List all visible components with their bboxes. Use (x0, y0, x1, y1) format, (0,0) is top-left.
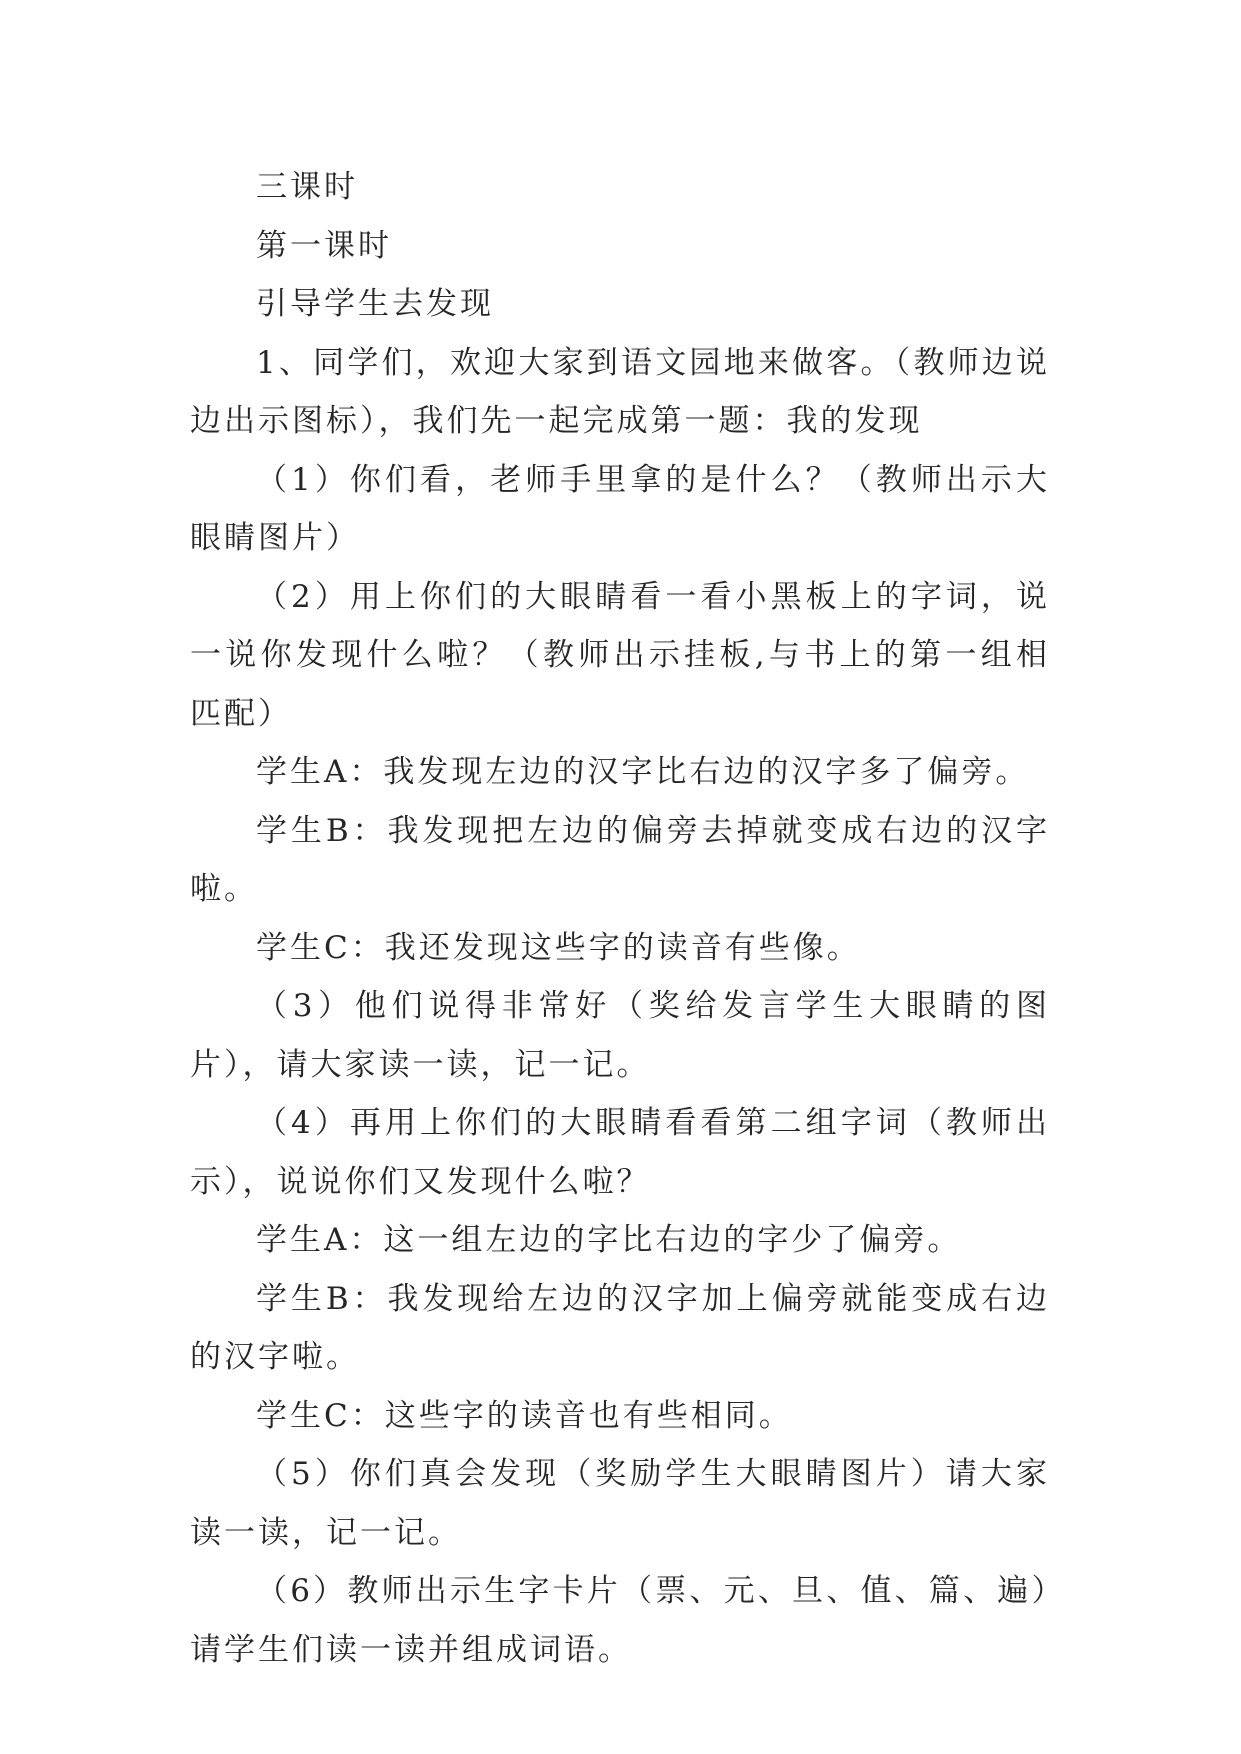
paragraph: （6）教师出示生字卡片（票、元、旦、值、篇、遍）请学生们读一读并组成词语。 (190, 1573, 1050, 1668)
lesson-count-heading: 三课时 (256, 169, 358, 205)
paragraph: （3）他们说得非常好（奖给发言学生大眼睛的图片），请大家读一读，记一记。 (190, 988, 1050, 1083)
paragraph: （4）再用上你们的大眼睛看看第二组字词（教师出示），说说你们又发现什么啦？ (190, 1105, 1050, 1200)
student-answer: 学生B：我发现给左边的汉字加上偏旁就能变成右边的汉字啦。 (190, 1280, 1050, 1375)
document-body (190, 158, 1050, 1679)
student-answer: 学生A：这一组左边的字比右边的字少了偏旁。 (256, 1222, 962, 1258)
student-answer: 学生C：这些字的读音也有些相同。 (256, 1397, 793, 1434)
paragraph: （2）用上你们的大眼睛看一看小黑板上的字词，说一说你发现什么啦？（教师出示挂板,与书上的第一组相匹配） (190, 578, 1050, 732)
student-answer: 学生C：我还发现这些字的读音有些像。 (256, 929, 861, 966)
paragraph: （5）你们真会发现（奖励学生大眼睛图片）请大家读一读，记一记。 (190, 1456, 1050, 1551)
first-lesson-heading: 第一课时 (256, 227, 392, 264)
paragraph: 1、同学们，欢迎大家到语文园地来做客。（教师边说边出示图标），我们先一起完成第一题：我的发现 (190, 344, 1050, 439)
section-heading: 引导学生去发现 (256, 286, 494, 322)
student-answer: 学生B：我发现把左边的偏旁去掉就变成右边的汉字啦。 (190, 812, 1050, 907)
paragraph: （1）你们看，老师手里拿的是什么？（教师出示大眼睛图片） (190, 461, 1050, 556)
student-answer: 学生A：我发现左边的汉字比右边的汉字多了偏旁。 (256, 754, 1030, 790)
